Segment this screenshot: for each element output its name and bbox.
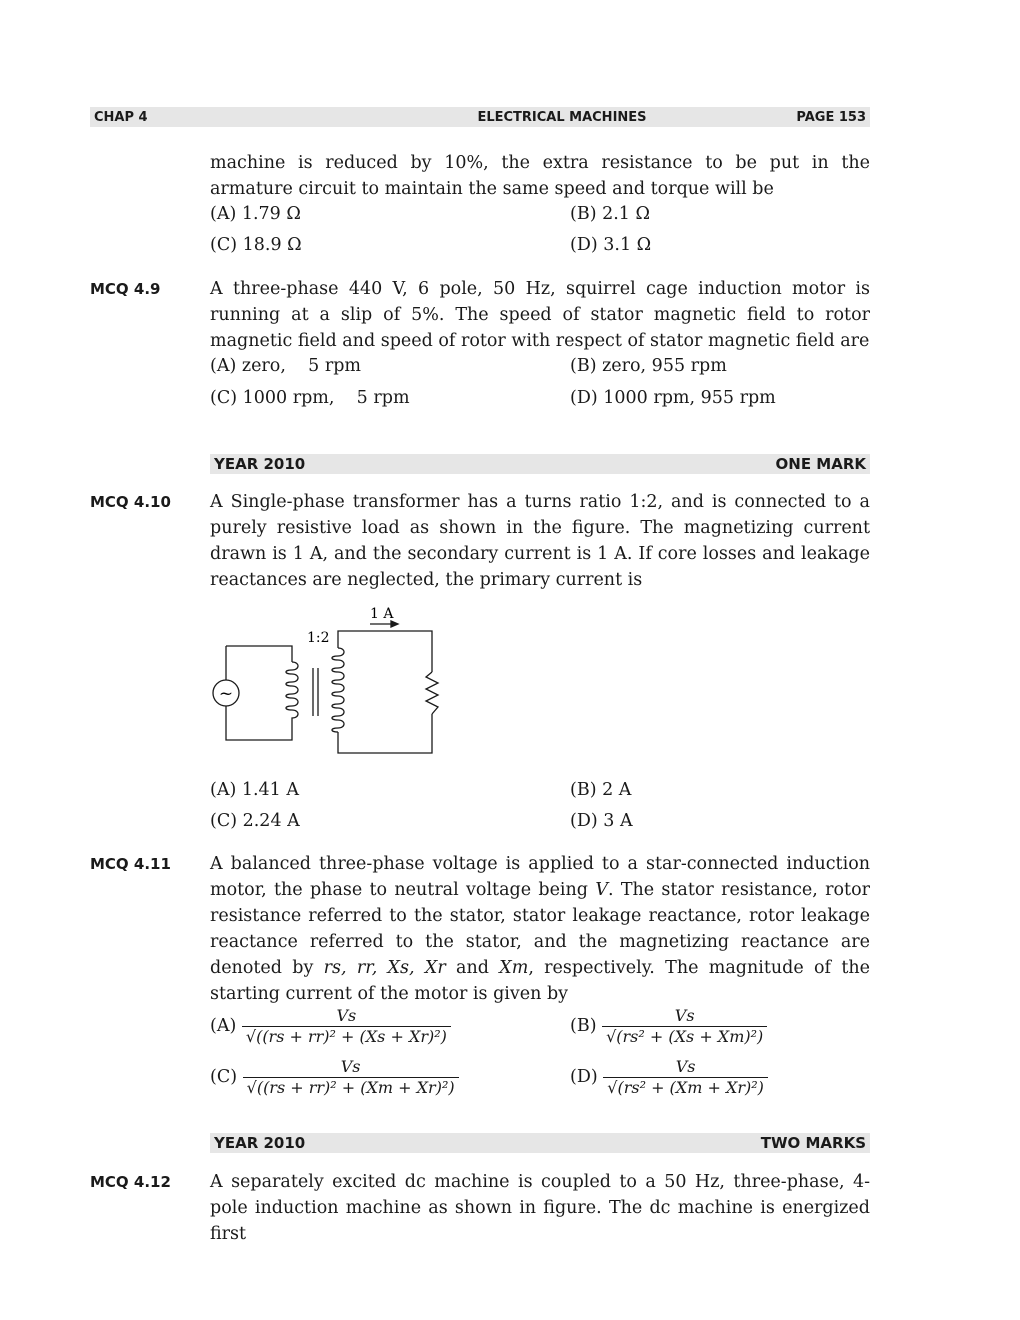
option-d: (D) $\frac{Vs}{\text{√(rs² + (Xm + Xr)²)}}$ bbox=[570, 1057, 768, 1098]
ac-source-label: ~ bbox=[218, 684, 234, 704]
turns-ratio-label: 1:2 bbox=[307, 630, 330, 646]
secondary-wire bbox=[338, 631, 432, 753]
section-year: YEAR 2010 bbox=[214, 455, 306, 473]
option-d: (D) 3.1 Ω bbox=[570, 235, 652, 255]
secondary-coil bbox=[332, 648, 344, 732]
option-c: (C) 18.9 Ω bbox=[210, 235, 302, 255]
question-label: MCQ 4.11 bbox=[90, 855, 171, 873]
question-text: A Single-phase transformer has a turns ratio 1:2, and is connected to a purely resistive load as shown in the figure. The magnetizing current drawn is 1 A, and the secondary current is 1 A. If core losses and leakage reactances are neglected, the primary current is bbox=[210, 492, 870, 590]
question-label: MCQ 4.12 bbox=[90, 1173, 171, 1191]
option-a: (A) 1.79 Ω bbox=[210, 204, 301, 224]
transformer-circuit-diagram bbox=[200, 600, 450, 765]
book-title: ELECTRICAL MACHINES bbox=[477, 109, 647, 125]
option-d: (D) 1000 rpm, 955 rpm bbox=[570, 388, 776, 408]
option-c: (C) 1000 rpm, 5 rpm bbox=[210, 388, 410, 408]
option-d: (D) 3 A bbox=[570, 811, 633, 831]
section-year: YEAR 2010 bbox=[214, 1134, 306, 1152]
primary-coil bbox=[286, 662, 298, 720]
current-label: 1 A bbox=[370, 606, 394, 622]
primary-wire bbox=[226, 646, 292, 740]
option-b: (B) $\frac{Vs}{\text{√(rs² + (Xs + Xm)²)}}$ bbox=[570, 1006, 767, 1047]
option-a: (A) 1.41 A bbox=[210, 780, 300, 800]
question-label: MCQ 4.10 bbox=[90, 493, 171, 511]
option-a: (A) zero, 5 rpm bbox=[210, 356, 362, 376]
option-b: (B) 2.1 Ω bbox=[570, 204, 650, 224]
question-text: A three-phase 440 V, 6 pole, 50 Hz, squirrel cage induction motor is running at a slip of 5%. The speed of stator magnetic field to rotor magnetic field and speed of rotor with respect of stator magnetic field are bbox=[210, 279, 870, 351]
question-text: A balanced three-phase voltage is applied to a star-connected induction motor, the phase to neutral voltage being V. The stator resistance, rotor resistance referred to the stator, stator leakage reactance, rotor leakage reactance referred to the stator, and the magnetizing reactance are denoted by rs, rr, Xs, Xr and Xm, respectively. The magnitude of the starting current of the motor is given by bbox=[210, 854, 870, 1004]
option-b: (B) zero, 955 rpm bbox=[570, 356, 727, 376]
resistor-icon bbox=[426, 672, 438, 714]
section-header bbox=[210, 1133, 870, 1153]
page-number: PAGE 153 bbox=[796, 109, 866, 125]
question-text: A separately excited dc machine is coupled to a 50 Hz, three-phase, 4-pole induction machine as shown in figure. The dc machine is energized first bbox=[210, 1172, 870, 1244]
option-c: (C) 2.24 A bbox=[210, 811, 300, 831]
page-header bbox=[90, 107, 870, 127]
question-label: MCQ 4.9 bbox=[90, 280, 161, 298]
option-c: (C) $\frac{Vs}{\text{√((rs + rr)² + (Xm + Xr)²)}}$ bbox=[210, 1057, 459, 1098]
section-marks: TWO MARKS bbox=[760, 1134, 866, 1152]
section-marks: ONE MARK bbox=[775, 455, 866, 473]
option-a: (A) $\frac{Vs}{\text{√((rs + rr)² + (Xs + Xr)²)}}$ bbox=[210, 1006, 451, 1047]
question-text: machine is reduced by 10%, the extra resistance to be put in the armature circuit to maintain the same speed and torque will be bbox=[210, 153, 870, 199]
chapter-label: CHAP 4 bbox=[94, 109, 148, 125]
option-b: (B) 2 A bbox=[570, 780, 632, 800]
section-header bbox=[210, 454, 870, 474]
